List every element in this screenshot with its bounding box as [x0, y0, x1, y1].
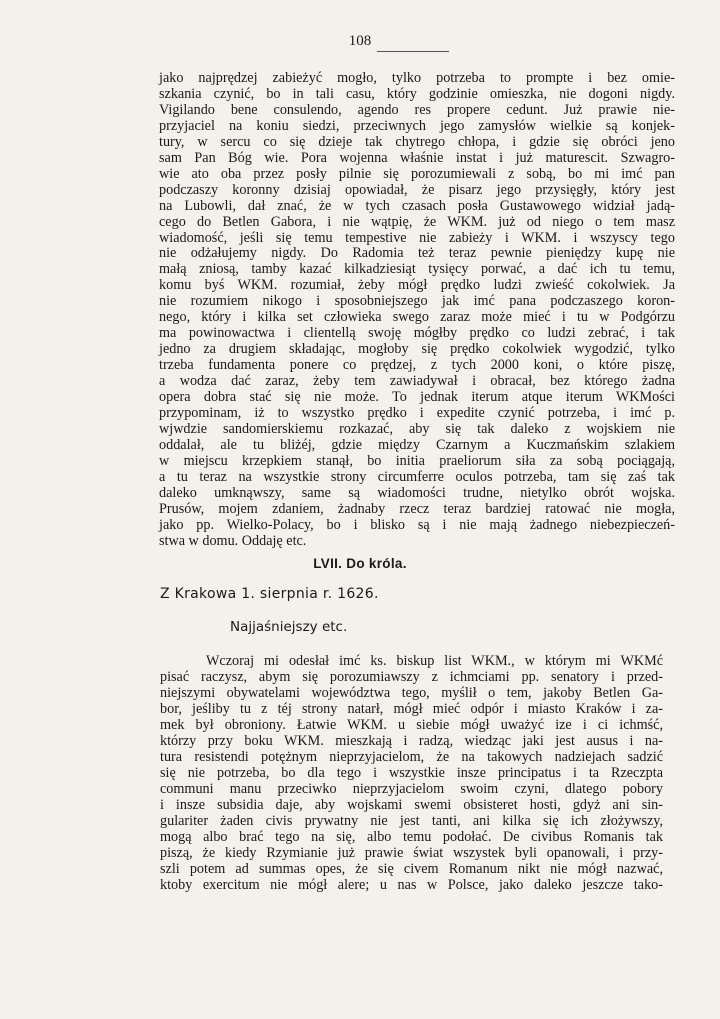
text-line: jedno za drugiem składając, mogłoby się prędko cokolwiek wygodzić, tylko — [159, 341, 675, 358]
text-line: komu byś WKM. rozumiał, żeby mógł prędko ludzi zwieść cokolwiek. Ja — [159, 277, 675, 294]
text-line: się nie potrzeba, bo dla tego i wszystkie insze principatus i ta Rzeczpta — [160, 765, 663, 781]
text-line: wjwdzie sandomierskiemu rozkazać, aby się tak daleko z wojskiem nie — [159, 420, 675, 437]
text-line: trzeba fundamenta ponere co prędzej, z tych 2000 koni, o które piszę, — [159, 357, 675, 374]
text-line: pisać raczysz, abym się porozumiawszy z ichmciami pp. senatory i przed- — [160, 669, 663, 685]
page-number-rule — [377, 51, 449, 52]
text-line: w miejscu krzepkiem stanął, bo initia praeliorum siła za sobą pociągają, — [159, 452, 675, 469]
letter-dateline: Z Krakowa 1. sierpnia r. 1626. — [160, 586, 379, 602]
text-line: ktoby exercitum nie mógł alere; u nas w Polsce, jako daleko jeszcze tako- — [160, 877, 663, 893]
text-line: szli potem ad summas opes, że się civem Romanum nikt nie mógł nazwać, — [160, 861, 663, 877]
text-line: jako najprędzej zabieżyć mogło, tylko potrzeba to prompte i bez omie- — [159, 70, 675, 86]
text-line: małą zniosą, tamby kazać kilkadziesiąt tysięcy porwać, a dać ich tu temu, — [159, 261, 675, 278]
text-line: niejszymi obywatelami województwa tego, myślił o tem, jakoby Betlen Ga- — [160, 685, 663, 701]
page-number: 108 — [348, 33, 372, 49]
text-line: piszą, że kiedy Rzymianie już prawie świat wszystek byli opanowali, i przy- — [160, 845, 663, 861]
text-line: jako pp. Wielko-Polacy, bo i blisko są i nie mają żadnego niebezpieczeń- — [159, 516, 675, 533]
text-line: ma powinowactwa i clientellą swoję mógłby prędko co ludzi zebrać, i tak — [159, 325, 675, 342]
text-line: przypominam, iż to wszystko prędko i expedite czynić potrzeba, i imć p. — [159, 404, 675, 421]
text-line: nie odżałujemy nigdy. Do Radomia też teraz pewnie pieniędzy kupę nie — [159, 245, 675, 262]
text-line: Wczoraj mi odesłał imć ks. biskup list WKM., w którym mi WKMć — [206, 653, 663, 669]
text-line: na Lubowli, dał znać, że w tych czasach posła Gustawowego widział jadą- — [159, 197, 675, 214]
text-line: gulariter żaden civis prywatny nie jest tanti, ani kilka się ich złożywszy, — [160, 813, 663, 829]
letter-salutation: Najjaśniejszy etc. — [230, 619, 348, 635]
text-line: podczaszy koronny dzisiaj opowiadał, że pisarz jego przysięgły, który jest — [159, 181, 675, 198]
text-line: opera dobra stać się nie może. To jednak iterum atque iterum WKMości — [159, 389, 675, 405]
text-line: a tu teraz na wszystkie strony circumferre oculos potrzeba, tam się zaś tak — [159, 468, 675, 485]
text-line: nie rozumiem nikogo i sposobniejszego jak imć pana podczaszego koron- — [159, 293, 675, 310]
text-line: wie ato oba przez posły pilnie się porozumiewali z sobą, bo mi imć pan — [159, 165, 675, 182]
text-line: tura resistendi potężnym nieprzyjacielom, że na takowych nadziejach sadzić — [160, 749, 663, 765]
text-line: cego do Betlen Gabora, i nie wątpię, że WKM. już od niego o tem masz — [159, 213, 675, 230]
text-line: oddalał, ale tu bliżéj, gdzie między Czarnym a Kuczmańskim szlakiem — [159, 436, 675, 453]
text-line: szkania czynić, bo in tali casu, który godzinie omieszka, nie dogoni nigdy. — [159, 85, 675, 102]
text-line: i insze subsidia daje, aby wojskami swemi obsisteret hosti, gdyż ani sin- — [160, 797, 663, 813]
text-line: sam Pan Bóg wie. Pora wojenna właśnie instat i już maturescit. Szwagro- — [159, 149, 675, 166]
text-line: mek był obroniony. Łatwie WKM. u siebie mógł uważyć ize i ci ichmść, — [160, 717, 663, 733]
text-line: przyjaciel na koniu siedzi, przeciwnych jego zamysłów wielkie są konjek- — [159, 117, 675, 134]
text-line: tury, w sercu co się dzieje tak chytrego chłopa, i gdzie się obróci jeno — [159, 133, 675, 150]
text-line: Vigilando bene consulendo, agendo res propere cedunt. Już prawie nie- — [159, 101, 675, 118]
text-line: stwa w domu. Oddaję etc. — [159, 532, 307, 549]
text-line: communi manu przeciwko nieprzyjacielom swoim czyni, dlatego pobory — [160, 781, 663, 797]
text-line: a wodza dać zaraz, żeby tem zawiadywał i obracał, bez którego żadna — [159, 373, 675, 390]
text-line: Prusów, mojem zdaniem, żadnaby rzecz teraz bardziej ratować nie mogła, — [159, 500, 675, 517]
text-line: wiadomość, jeśli się temu tempestive nie zabieży i WKM. i wszyscy tego — [159, 229, 675, 246]
text-line: nego, który i kilka set człowieka swego zaraz może mieć i tu w Podgórzu — [159, 309, 675, 326]
letter-heading: LVII. Do króla. — [313, 556, 407, 571]
text-line: mogą albo brać tego na się, albo temu podołać. De civibus Romanis tak — [160, 829, 663, 845]
text-line: bor, jeśliby tu z téj strony natarł, mógł mieć odpór i miasto Kraków i za- — [160, 701, 663, 717]
text-line: daleko umknąwszy, same są wiadomości trudne, nietylko obrót wojska. — [159, 484, 675, 501]
text-line: którzy przy boku WKM. mieszkają i radzą, wiedząc jaki jest ausus i na- — [160, 733, 663, 749]
